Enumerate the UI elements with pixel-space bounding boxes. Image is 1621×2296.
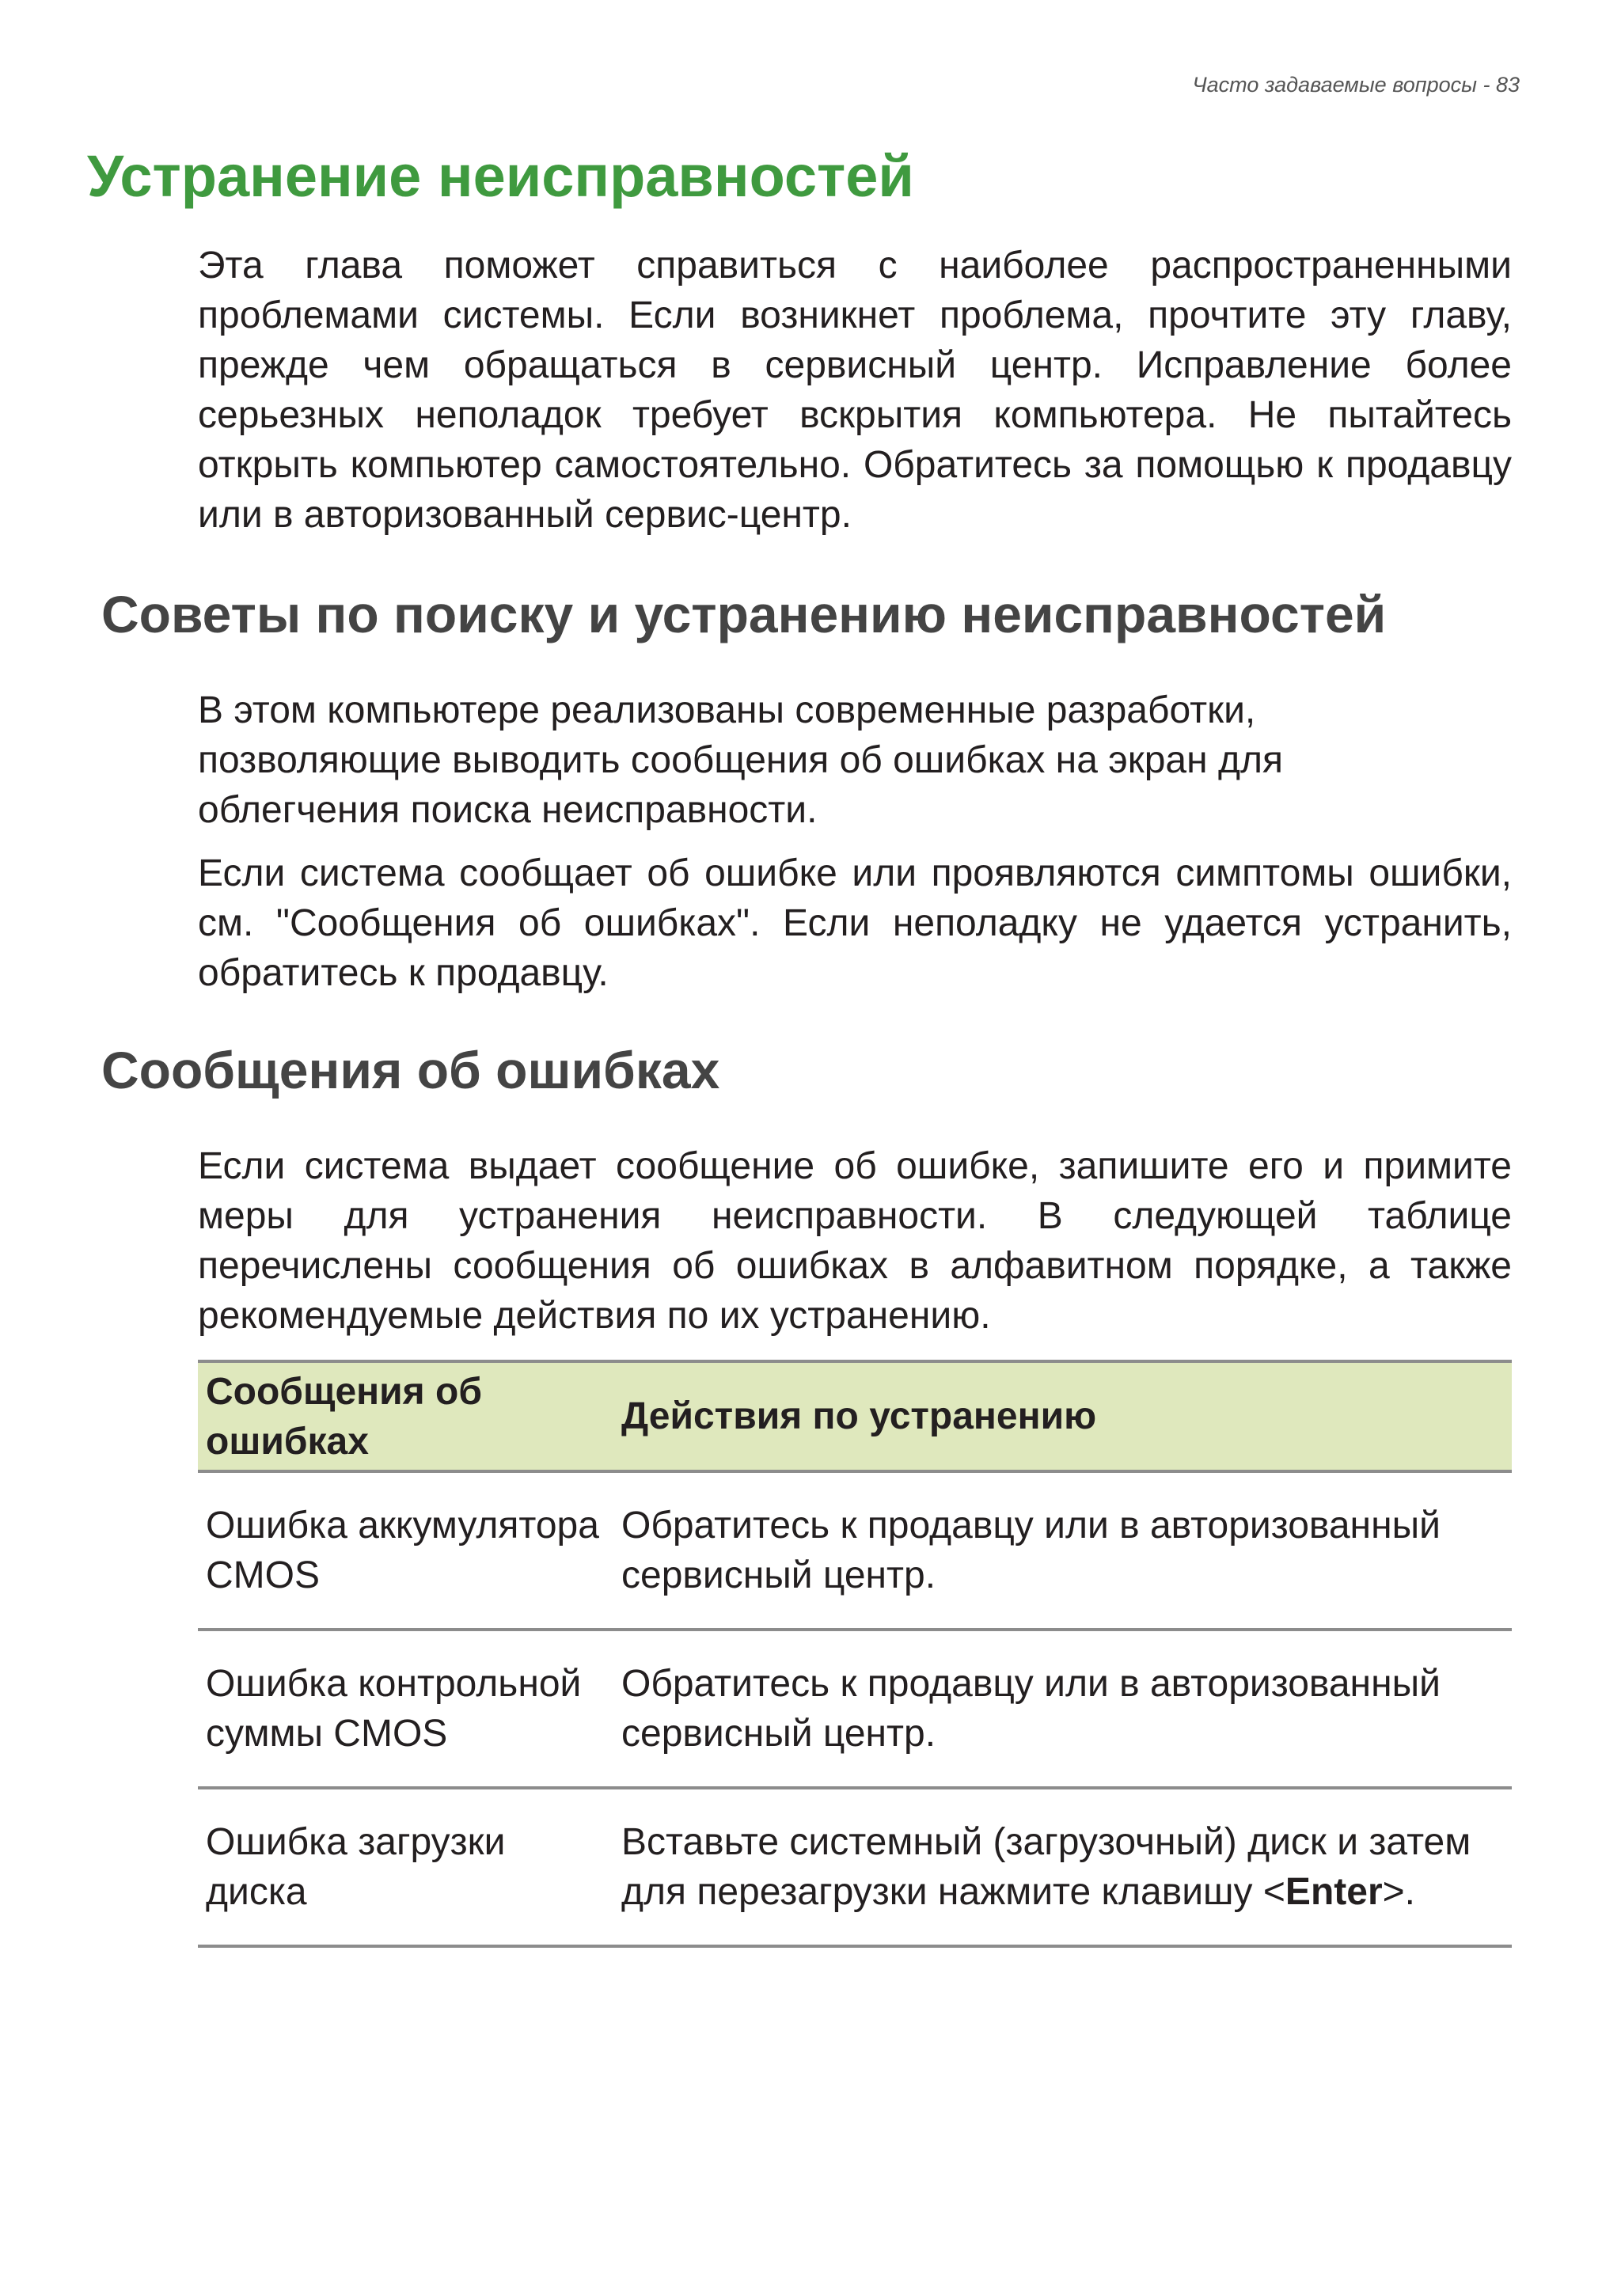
- error-action-cell: Обратитесь к продавцу или в авторизованный сервисный центр.: [613, 1630, 1512, 1788]
- section-title-tips: Советы по поиску и устранению неисправностей: [101, 585, 1387, 643]
- table-header-actions: Действия по устранению: [613, 1361, 1512, 1471]
- tips-paragraph-2: Если система сообщает об ошибке или проявляются симптомы ошибки, см. "Сообщения об ошибках". Если неполадку не удается устранить, обратитесь к продавцу.: [198, 852, 1512, 994]
- table-row: [198, 1788, 1512, 1946]
- errors-intro-paragraph: Если система выдает сообщение об ошибке, запишите его и примите меры для устранения неисправности. В следующей таблице перечислены сообщения об ошибках в алфавитном порядке, а также рекомендуемые действия по их устранению.: [198, 1145, 1512, 1337]
- running-header: Часто задаваемые вопросы - 83: [1192, 73, 1520, 97]
- tips-paragraph-1: В этом компьютере реализованы современные разработки, позволяющие выводить сообщения об ошибках на экран для облегчения поиска неисправности.: [198, 689, 1283, 831]
- error-action-cell: Обратитесь к продавцу или в авторизованный сервисный центр.: [613, 1471, 1512, 1630]
- enter-key-label: Enter: [1285, 1871, 1383, 1913]
- table-header-messages: Сообщения об ошибках: [198, 1361, 613, 1471]
- error-message-cell: Ошибка аккумулятора CMOS: [198, 1471, 613, 1630]
- error-message-cell: Ошибка загрузки диска: [198, 1788, 613, 1946]
- chapter-intro-paragraph: Эта глава поможет справиться с наиболее распространенными проблемами системы. Если возникнет проблема, прочтите эту главу, прежде чем обращаться в сервисный центр. Исправление более серьезных неполадок требует вскрытия компьютера. Не пытайтесь открыть компьютер самостоятельно. Обратитесь за помощью к продавцу или в авторизованный сервис-центр.: [198, 245, 1512, 536]
- error-message-cell: Ошибка контрольной суммы CMOS: [198, 1630, 613, 1788]
- action-text-end: >.: [1382, 1871, 1415, 1913]
- error-action-cell: [613, 1788, 1512, 1946]
- chapter-title: Устранение неисправностей: [87, 143, 914, 209]
- table-row: [198, 1630, 1512, 1788]
- action-text: Вставьте системный (загрузочный) диск и затем для перезагрузки нажмите клавишу <: [621, 1821, 1471, 1913]
- table-header-row: [198, 1361, 1512, 1471]
- table-row: [198, 1471, 1512, 1630]
- section-title-errors: Сообщения об ошибках: [101, 1041, 720, 1099]
- error-messages-table: [198, 1360, 1512, 1948]
